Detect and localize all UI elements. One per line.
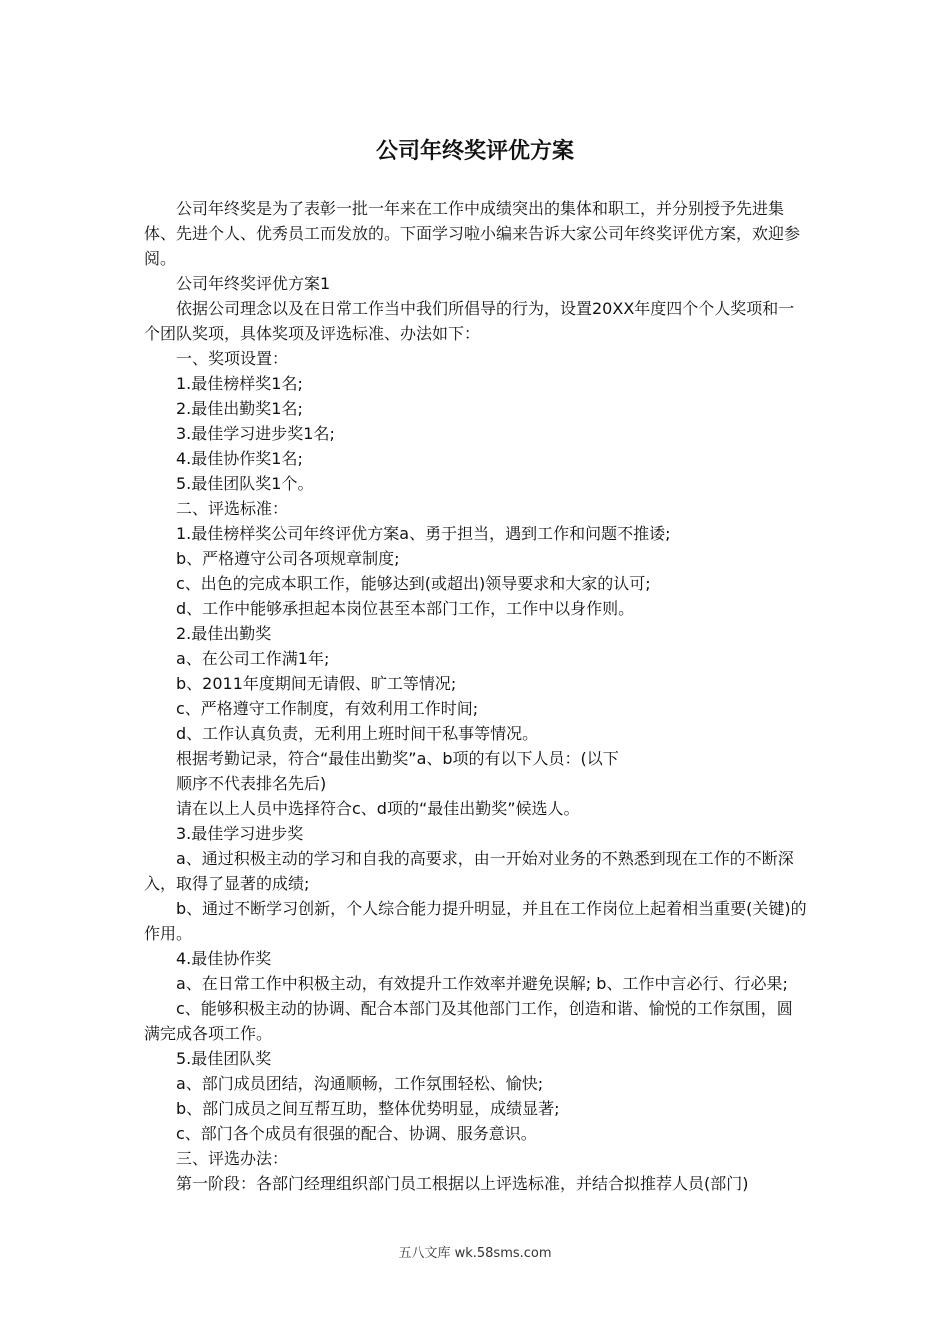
paragraph: 5.最佳团队奖1个。 [176, 474, 314, 493]
paragraph: b、严格遵守公司各项规章制度; [176, 549, 400, 568]
paragraph: 3.最佳学习进步奖1名; [176, 424, 335, 443]
document-title: 公司年终奖评优方案 [375, 139, 574, 164]
paragraph: 4.最佳协作奖 [176, 949, 272, 968]
paragraph: b、部门成员之间互帮互助，整体优势明显，成绩显著; [176, 1099, 560, 1118]
document-body [144, 196, 808, 1196]
paragraph: 顺序不代表排名先后) [176, 774, 327, 793]
paragraph: a、部门成员团结，沟通顺畅，工作氛围轻松、愉快; [176, 1074, 544, 1093]
paragraph: 三、评选办法： [176, 1149, 289, 1168]
paragraph: c、出色的完成本职工作，能够达到(或超出)领导要求和大家的认可; [176, 574, 651, 593]
paragraph: 公司年终奖是为了表彰一批一年来在工作中成绩突出的集体和职工，并分别授予先进集体、先进个人、优秀员工而发放的。下面学习啦小编来告诉大家公司年终奖评优方案，欢迎参阅。 [144, 199, 801, 268]
paragraph: 根据考勤记录，符合“最佳出勤奖”a、b项的有以下人员：(以下 [176, 749, 619, 768]
paragraph: 2.最佳出勤奖1名; [176, 399, 303, 418]
paragraph: a、通过积极主动的学习和自我的高要求，由一开始对业务的不熟悉到现在工作的不断深入，取得了显著的成绩; [144, 849, 794, 893]
paragraph: b、2011年度期间无请假、旷工等情况; [176, 674, 457, 693]
paragraph: 第一阶段：各部门经理组织部门员工根据以上评选标准，并结合拟推荐人员(部门) [176, 1174, 749, 1193]
paragraph: a、在日常工作中积极主动，有效提升工作效率并避免误解; b、工作中言必行、行必果; [176, 974, 788, 993]
paragraph: 3.最佳学习进步奖 [176, 824, 304, 843]
paragraph: 1.最佳榜样奖公司年终评优方案a、勇于担当，遇到工作和问题不推诿; [176, 524, 671, 543]
paragraph: d、工作认真负责，无利用上班时间干私事等情况。 [176, 724, 539, 743]
paragraph: 5.最佳团队奖 [176, 1049, 272, 1068]
paragraph: 二、评选标准： [176, 499, 289, 518]
paragraph: 1.最佳榜样奖1名; [176, 374, 303, 393]
paragraph: b、通过不断学习创新，个人综合能力提升明显，并且在工作岗位上起着相当重要(关键)的作用。 [144, 899, 807, 943]
paragraph: 2.最佳出勤奖 [176, 624, 272, 643]
paragraph: c、严格遵守工作制度，有效利用工作时间; [176, 699, 479, 718]
paragraph: 依据公司理念以及在日常工作当中我们所倡导的行为，设置20XX年度四个个人奖项和一个团队奖项，具体奖项及评选标准、办法如下： [144, 299, 795, 343]
paragraph: a、在公司工作满1年; [176, 649, 330, 668]
paragraph: 公司年终奖评优方案1 [176, 274, 331, 293]
paragraph: c、能够积极主动的协调、配合本部门及其他部门工作，创造和谐、愉悦的工作氛围，圆满完成各项工作。 [144, 999, 793, 1043]
paragraph: 一、奖项设置： [176, 349, 289, 368]
paragraph: 请在以上人员中选择符合c、d项的“最佳出勤奖”候选人。 [176, 799, 580, 818]
footer-watermark: 五八文库 wk.58sms.com [398, 1246, 552, 1261]
paragraph: c、部门各个成员有很强的配合、协调、服务意识。 [176, 1124, 537, 1143]
paragraph: d、工作中能够承担起本岗位甚至本部门工作，工作中以身作则。 [176, 599, 635, 618]
paragraph: 4.最佳协作奖1名; [176, 449, 303, 468]
